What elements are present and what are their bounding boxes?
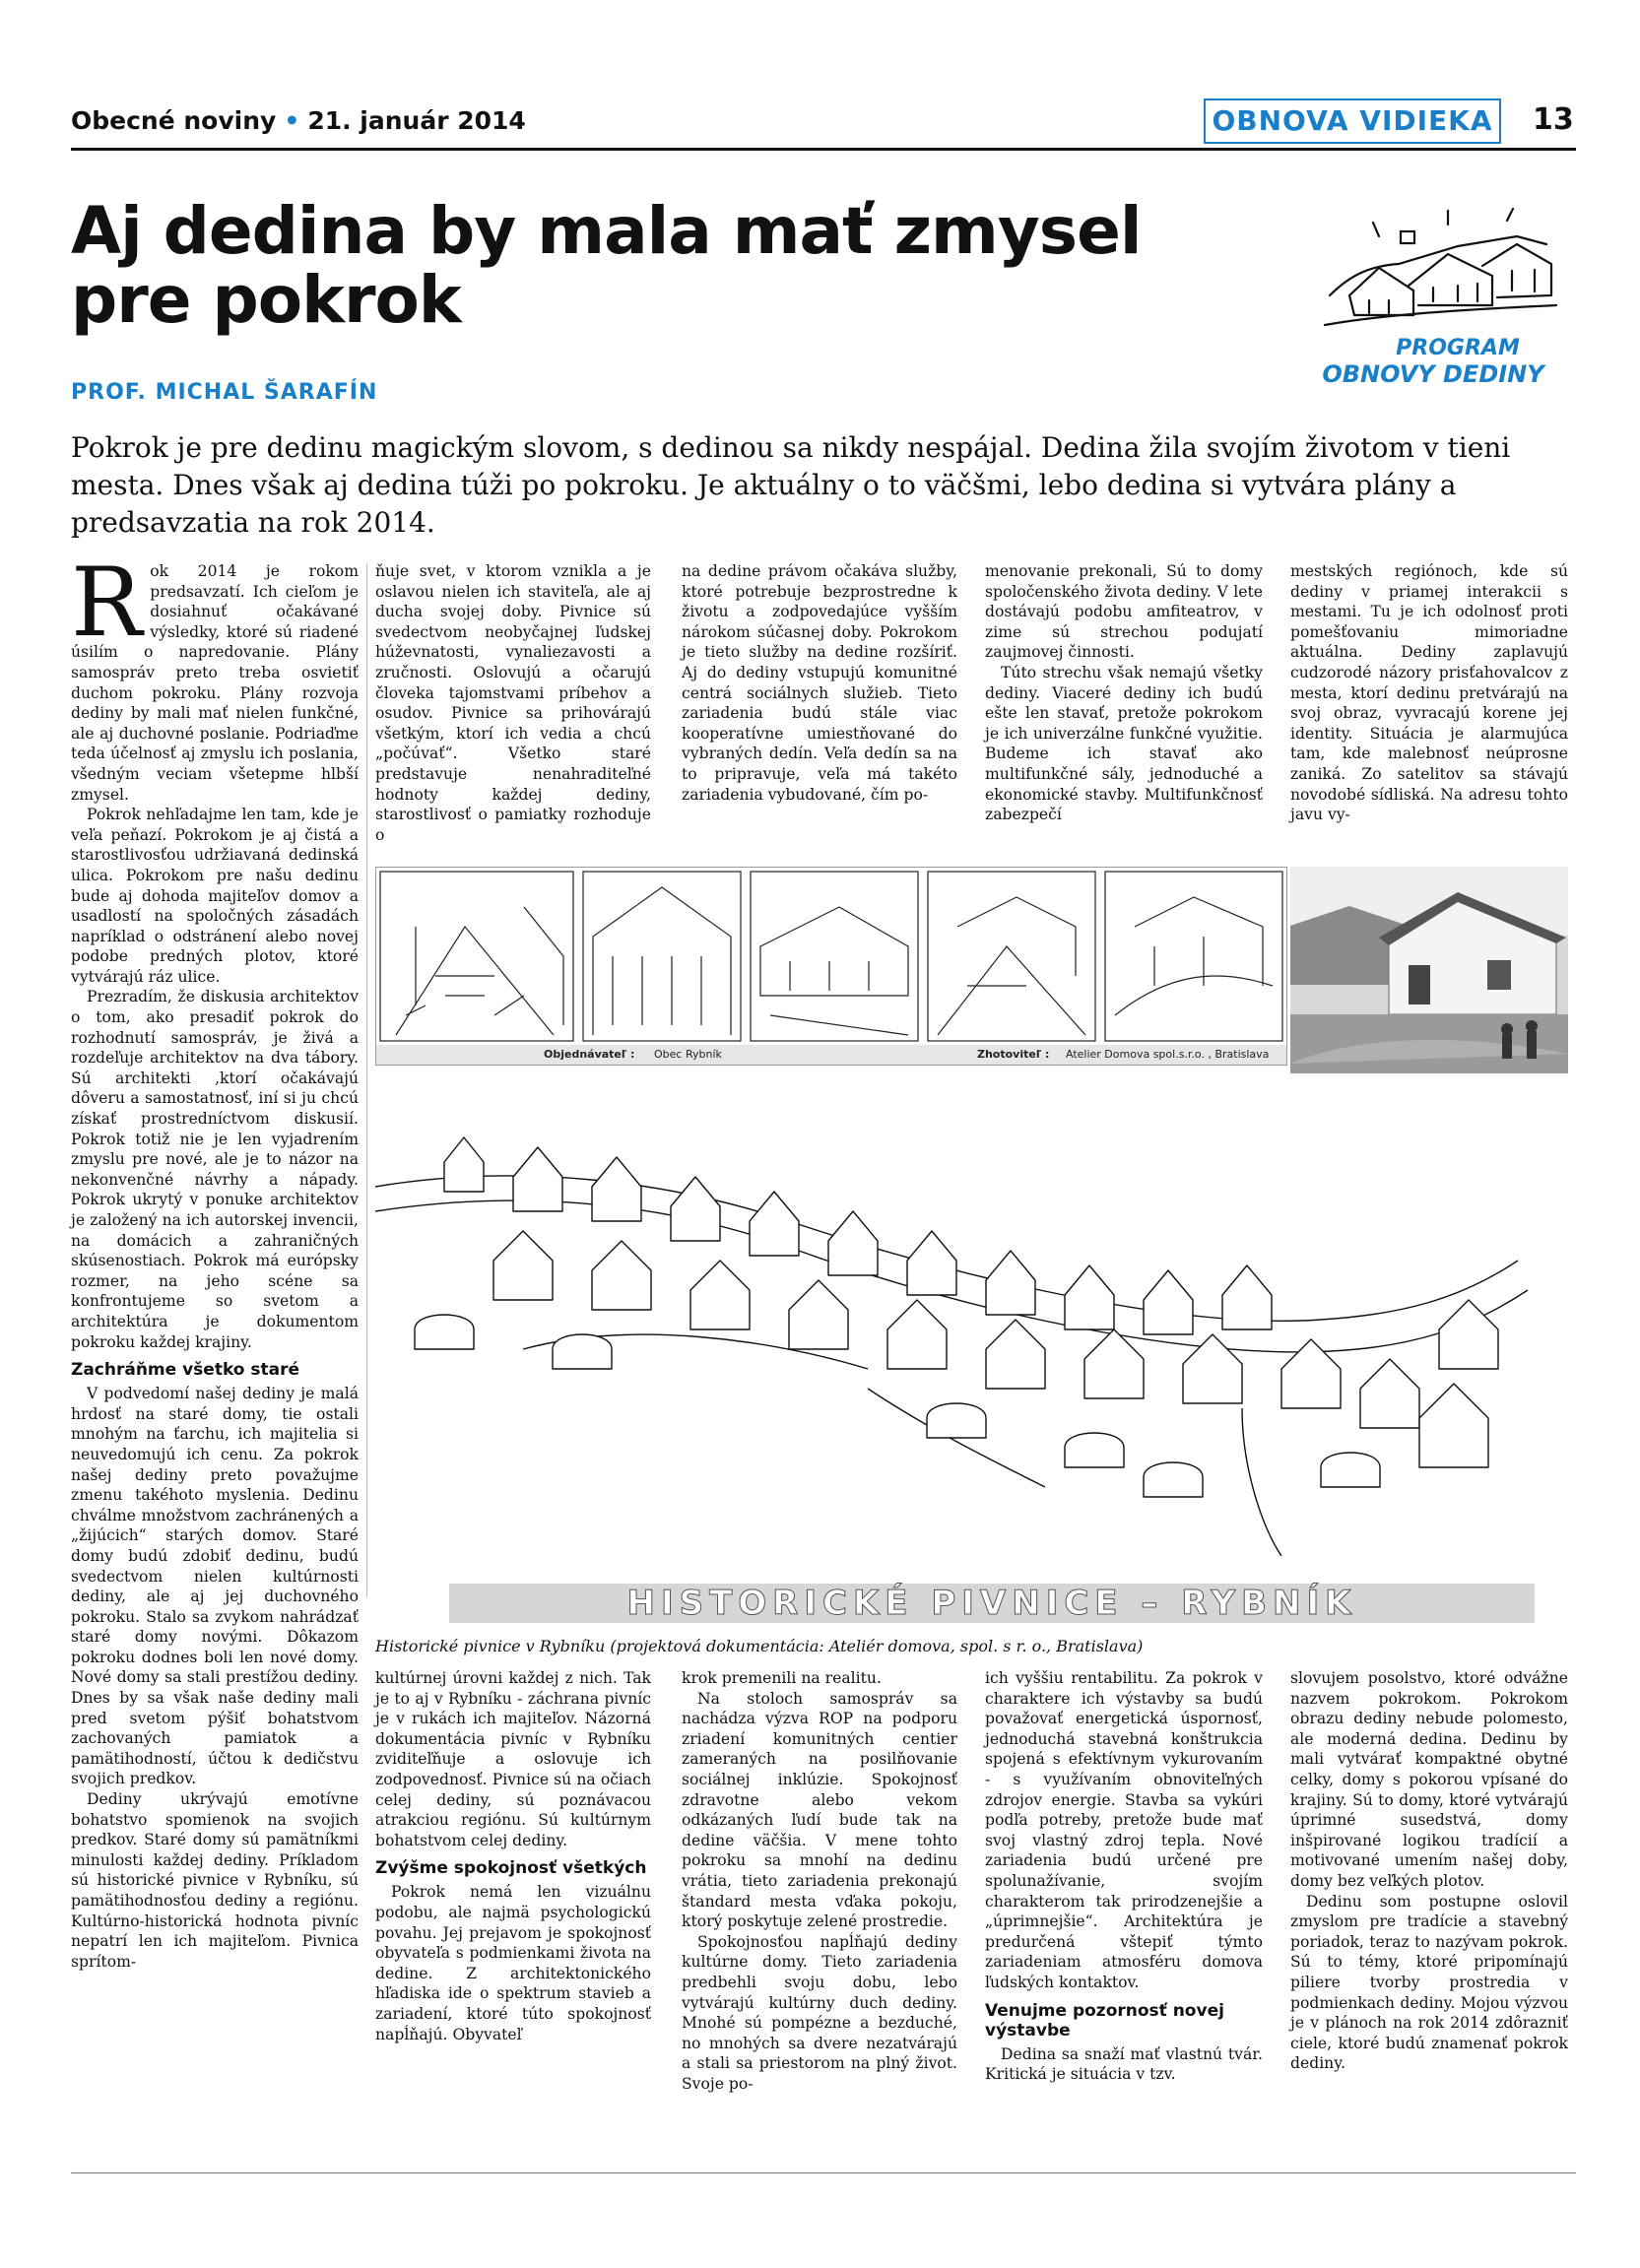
section-label: OBNOVA VIDIEKA xyxy=(1204,98,1501,144)
column-3-bottom xyxy=(682,1668,957,2094)
cellar-photo xyxy=(1290,867,1568,1073)
column-5-bottom xyxy=(1290,1668,1568,2074)
sketch-info-bar xyxy=(376,1045,1286,1065)
title-line-1: Aj dedina by mala mať zmysel xyxy=(71,193,1142,269)
paragraph: Prezradím, že diskusia architektov o tom, ako presadiť pokrok do rozhodnutí samospráv, je živá a rozdeľuje architektov na dva tábory. Sú architekti ‚ktorí očakávajú dôveru a samostatnosť, iní si ju chcú získať prostredníctvom diskusií. Pokrok totiž nie je len vyjadrením zmyslu pre nové, ale je to názor na nekonvenčné návrhy a nápady. Pokrok ukrytý v ponuke architektov je založený na ich autorskej invencii, na domácich a zahraničných skúsenostiach. Pokrok má európsky rozmer, na jeho scéne sa konfrontujeme so svetom a architektúra je dokumentom pokroku každej krajiny. xyxy=(71,988,359,1351)
paragraph: menovanie prekonali, Sú to domy spoločenského života dediny. V lete dostávajú podobu amfiteatrov, v zime sú strechou podujatí zaujmovej činnosti. xyxy=(985,562,1263,662)
village-houses-icon xyxy=(1310,207,1566,394)
paragraph: krok premenili na realitu. xyxy=(682,1669,882,1687)
footer-rule xyxy=(71,2172,1576,2173)
logo-line-1: PROGRAM xyxy=(1396,336,1520,360)
paragraph: kultúrnej úrovni každej z nich. Tak je to aj v Rybníku - záchrana pivníc je v rukách ich majiteľov. Názorná dokumentácia pivníc v Rybníku zviditeľňuje a oslovuje ich zodpovednosť. Pivnice sú na očiach celej dediny, sú poznávacou atrakciou regiónu. Sú kultúrnym bohatstvom celej dediny. xyxy=(375,1669,651,1849)
program-logo xyxy=(1310,207,1566,394)
logo-line-2: OBNOVY DEDINY xyxy=(1322,360,1544,388)
subheading: Zachráňme všetko staré xyxy=(71,1360,300,1381)
column-divider xyxy=(366,563,367,1597)
column-4-bottom xyxy=(985,1668,1263,2085)
separator-dot: • xyxy=(284,106,300,135)
paragraph: mestských regiónoch, kde sú dediny v priamej interakcii s mestami. Tu je ich odolnosť proti pomešťovaniu mimoriadne aktuálna. Dediny zaplavujú cudzorodé názory prisťahovalcov z mesta, ktorí dedinu pretvárajú na svoj obraz, vyvracajú korene jej identity. Situácia je alarmujúca tam, kde malebnosť neúprosne zaniká. Zo satelitov sa stávajú novodobé sídliská. Na adresu tohto javu vy- xyxy=(1290,562,1568,824)
paragraph: ich vyššiu rentabilitu. Za pokrok v charaktere ich výstavby sa budú považovať energetická úspornosť, jednoduchá stavebná konštrukcia spojená s efektívnym vykurovaním - s využívaním obnoviteľných zdrojov energie. Stavba sa vykúri podľa potreby, pretože bude mať svoj vlastný zdroj tepla. Nové zariadenia budú určené pre spolunažívanie, svojím charakterom tak prirodzenejšie a „úprimnejšie“. Architektúra je predurčená vštepiť týmto zariadeniam atmosféru domova ľudských kontaktov. xyxy=(985,1669,1263,1991)
paragraph: Pokrok nehľadajme len tam, kde je veľa peňazí. Pokrokom je aj čistá a starostlivosťou udržiavaná dedinská ulica. Pokrokom pre našu dedinu bude aj dohoda majiteľov domov a usadlostí na spoločných zásadách napríklad o odstránení alebo novej podobe predných plotov, ktoré vytvárajú ráz ulice. xyxy=(71,806,359,986)
paragraph: Dediny ukrývajú emotívne bohatstvo spomienok na svojich predkov. Staré domy sú pamätníkmi minulosti každej dediny. Príkladom sú historické pivnice v Rybníku, sú pamätihodnosťou dediny a regiónu. Kultúrno-historická hodnota pivníc nepatrí len ich majiteľom. Pivnica sprítom- xyxy=(71,1790,359,1971)
paragraph: na dedine právom očakáva služby, ktoré potrebuje bezprostredne k životu a zodpovedajúce vyšším nárokom súčasnej doby. Pokrokom je tieto služby na dedine rozšíriť. Aj do dediny vstupujú komunitné centrá sociálnych služieb. Tieto zariadenia budú stále viac kooperatívne umiestňované do vybraných dedín. Veľa dedín sa na to pripravuje, veľa má takéto zariadenia vybudované, čím po- xyxy=(682,562,957,804)
column-2 xyxy=(375,561,651,845)
column-5 xyxy=(1290,561,1568,825)
paragraph: ňuje svet, v ktorom vznikla a je oslavou nielen ich staviteľa, ale aj ducha svojej doby. Pivnice sú svedectvom neobyčajnej ľudskej húževnatosti, vynaliezavosti a zručnosti. Oslovujú a očarujú človeka tajomstvami príbehov a osudov. Pivnice sa prihovárajú všetkým, ktorí ich vedia a chcú „počúvať“. Všetko staré predstavuje nenahraditeľné hodnoty každej dediny, starostlivosť o pamiatky rozhoduje o xyxy=(375,562,651,844)
subheading: Zvýšme spokojnosť všetkých xyxy=(375,1858,647,1879)
page-number: 13 xyxy=(1533,102,1574,137)
paragraph: V podvedomí našej dediny je malá hrdosť na staré domy, tie ostali mnohým na ťarchu, ich majitelia si neuvedomujú ich cenu. Za pokrok našej dediny preto považujme zmenu takéhoto myslenia. Dedinu chválme množstvom zachránených a „žijúcich“ starých domov. Staré domy budú zdobiť dedinu, budú svedectvom nielen kultúrnosti dediny, ale aj jej duchovného pokroku. Stalo sa zvykom nahrádzať staré domy novými. Dôkazom pokroku dodnes boli len nové domy. Nové domy sa stali prestížou dediny. Dnes by sa však naše dediny mali pred svetom pýšiť bohatstvom zachovaných pamiatok a pamätihodností, účtou k dedičstvu svojich predkov. xyxy=(71,1385,359,1788)
drop-cap: R xyxy=(71,548,143,658)
column-1 xyxy=(71,548,359,1972)
paragraph: Spokojnosťou napĺňajú dediny kultúrne domy. Tieto zariadenia predbehli svoju dobu, lebo vytvárajú kultúrny duch dediny. Mnohé sú pompézne a bezduché, no mnohých sa dvere nezatvárajú a stali sa priestorom na plný život. Svoje po- xyxy=(682,1932,957,2093)
paragraph: Rok 2014 je rokom predsavzatí. Ich cieľom je dosiahnuť očakávané výsledky, ktoré sú riadené úsilím o napredovanie. Plány samospráv preto treba osvietiť duchom pokroku. Plány rozvoja dediny by mali mať nielen funkčné, ale aj duchovné poslanie. Podriaďme teda účelnosť aj zmyslu ich poslania, všedným veciam všetepme hlbší zmysel. xyxy=(71,548,359,804)
client-label: Objednávateľ : xyxy=(544,1048,635,1061)
title-line-2: pre pokrok xyxy=(71,262,461,338)
column-2-bottom xyxy=(375,1668,651,2044)
sketch-strip xyxy=(375,867,1287,1066)
figure-banner: HISTORICKÉ PIVNICE – RYBNÍK xyxy=(449,1584,1535,1623)
street-sketches-illustration xyxy=(376,868,1286,1045)
client-value: Obec Rybník xyxy=(654,1048,722,1061)
contractor-value: Atelier Domova spol.s.r.o. , Bratislava xyxy=(1066,1048,1270,1061)
publication-name: Obecné noviny xyxy=(71,106,277,135)
cellar-houses-image xyxy=(1290,867,1568,1073)
paragraph: slovujem posolstvo, ktoré odvážne nazvem pokrokom. Pokrokom obrazu dediny nebude polomesto, ale moderná dedina. Dedinu by mali vytvárať kompaktné obytné celky, domy s pokorou vpísané do krajiny. Sú to domy, ktoré vytvárajú úprimné susedstvá, domy inšpirované logikou tradícií a motivované umením našej doby, domy bez veľkých plotov. xyxy=(1290,1669,1568,1890)
masthead xyxy=(71,106,526,135)
article-author: PROF. MICHAL ŠARAFÍN xyxy=(71,380,378,405)
contractor-label: Zhotoviteľ : xyxy=(977,1048,1050,1061)
village-perspective-drawing xyxy=(375,1093,1568,1556)
figure-caption: Historické pivnice v Rybníku (projektová dokumentácia: Ateliér domova, spol. s r. o., Bratislava) xyxy=(375,1637,1144,1655)
header-rule xyxy=(71,148,1576,151)
subheading: Venujme pozornosť novej výstavbe xyxy=(985,2000,1224,2041)
cellars-street-illustration xyxy=(375,1093,1568,1556)
article-lead: Pokrok je pre dedinu magickým slovom, s dedinou sa nikdy nespájal. Dedina žila svojím životom v tieni mesta. Dnes však aj dedina túži po pokroku. Je aktuálny o to väčšmi, lebo dedina si vytvára plány a predsavzatia na rok 2014. xyxy=(71,431,1511,539)
paragraph: Na stoloch samospráv sa nachádza výzva ROP na podporu zriadení komunitných centier zameraných na posilňovanie sociálnej inklúzie. Spokojnosť zdravotne alebo vekom odkázaných ľudí bude tak na dedine väčšia. V mene tohto pokroku sa mnohí na dedinu vrátia, tieto zariadenia prekonajú štandard mesta vďaka pokoju, ktorý poskytuje zelené prostredie. xyxy=(682,1689,957,1931)
column-3 xyxy=(682,561,957,805)
paragraph: Dedinu som postupne oslovil zmyslom pre tradície a stavebný poriadok, teraz to nazývam pokrok. Sú to témy, ktoré pripomínajú piliere tvorby prostredia v podmienkach dediny. Mojou výzvou je v plánoch na rok 2014 zdôrazniť ciele, ktoré budú znamenať pokrok dediny. xyxy=(1290,1892,1568,2073)
paragraph: Pokrok nemá len vizuálnu podobu, ale najmä psychologickú povahu. Jej prejavom je spokojnosť obyvateľa s podmienkami života na dedine. Z architektonického hľadiska ide o spektrum stavieb a zariadení, ktoré túto spokojnosť napĺňajú. Obyvateľ xyxy=(375,1883,651,2043)
issue-date: 21. január 2014 xyxy=(307,106,526,135)
paragraph: Túto strechu však nemajú všetky dediny. Viaceré dediny ich budú ešte len stavať, pretože pokrokom je ich univerzálne funkčné využitie. Budeme ich stavať ako multifunkčné sály, jednoduché a ekonomické stavby. Multifunkčnosť zabezpečí xyxy=(985,663,1263,824)
column-4 xyxy=(985,561,1263,825)
article-title xyxy=(71,193,1253,338)
paragraph: Dedina sa snaží mať vlastnú tvár. Kritická je situácia v tzv. xyxy=(985,2044,1263,2084)
